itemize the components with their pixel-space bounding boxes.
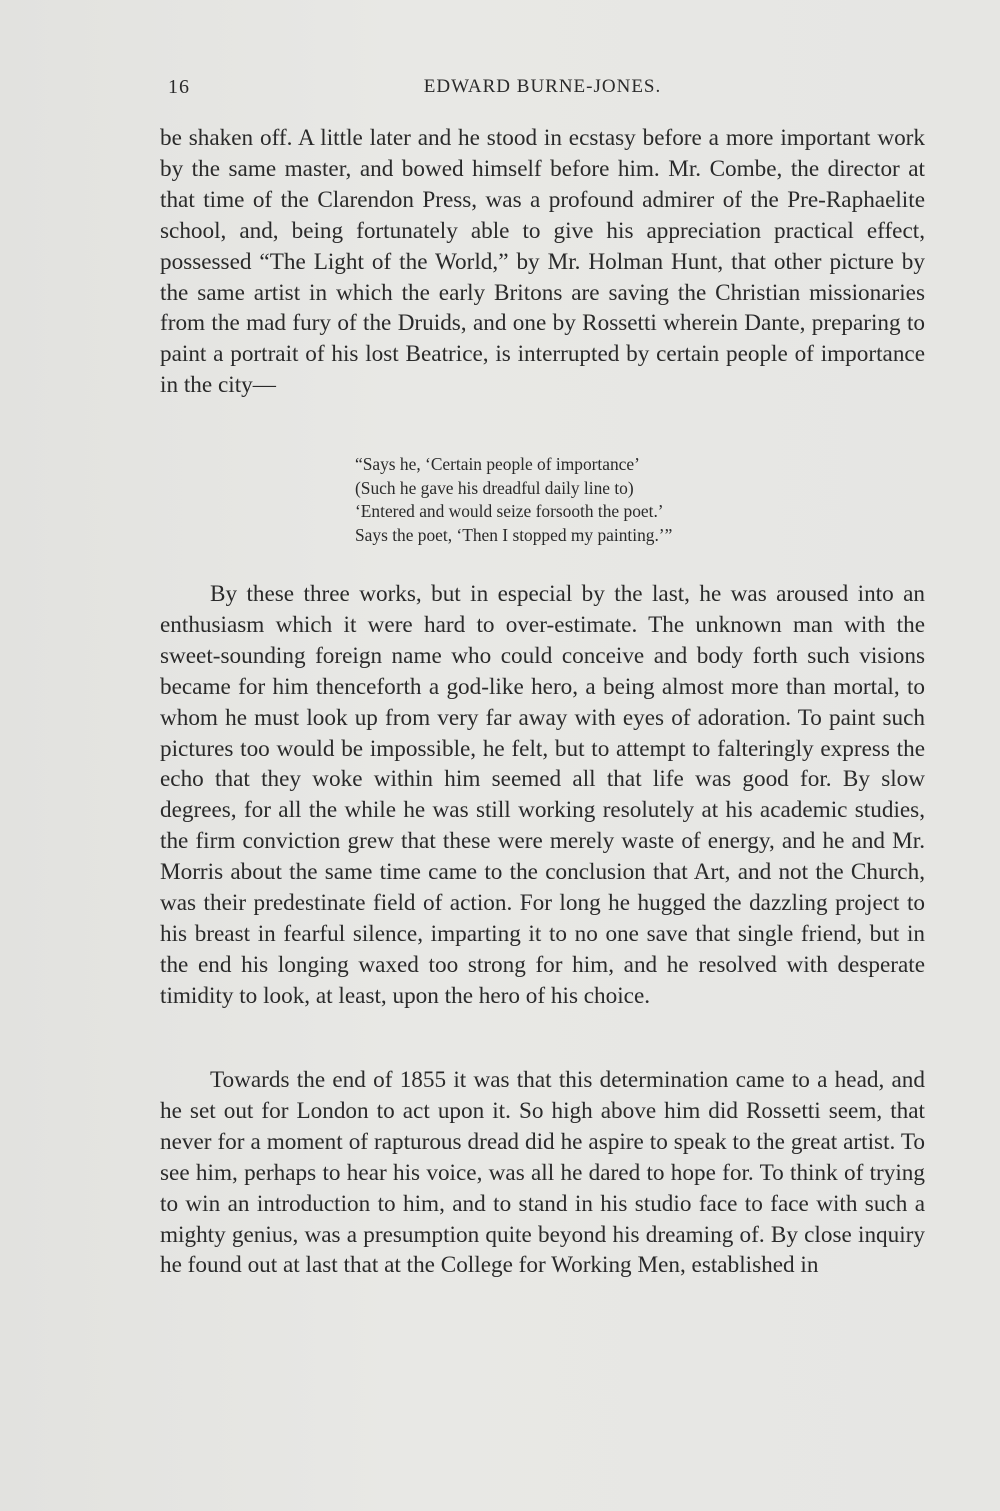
paragraph-text: be shaken off. A little later and he stood in ecstasy before a more important work by the same master, and bowed himself before him. Mr. Combe, the director at that time of the Clarendon Press, was a profound admirer of the Pre-Raphaelite school, and, being fortunately able to give his appreciation practical effect, possessed “The Light of the World,” by Mr. Holman Hunt, that other picture by the same artist in which the early Britons are saving the Christian missionaries from the mad fury of the Druids, and one by Rossetti wherein Dante, preparing to paint a portrait of his lost Beatrice, is interrupted by certain people of importance in the city—: [160, 125, 925, 399]
page-number: 16: [168, 76, 190, 98]
paragraph-text: By these three works, but in especial by the last, he was aroused into an enthusiasm which it were hard to over-estimate. The unknown man with the sweet-sounding foreign name who could conceive and body forth such visions became for him thenceforth a god-like hero, a being almost more than mortal, to whom he must look up from very far away with eyes of adoration. To paint such pictures too would be impossible, he felt, but to attempt to falteringly express the echo that they woke within him seemed all that life was good for. By slow degrees, for all the while he was still working resolutely at his academic studies, the firm conviction grew that these were merely waste of energy, and he and Mr. Morris about the same time came to the conclusion that Art, and not the Church, was their predestinate field of action. For long he hugged the dazzling project to his breast in fearful silence, imparting it to no one save that single friend, but in the end his longing waxed too strong for him, and he resolved with desperate timidity to look, at least, upon the hero of his choice.: [160, 581, 925, 1009]
quote-line-4: Says the poet, ‘Then I stopped my painting.’”: [355, 524, 673, 545]
quote-line-1: “Says he, ‘Certain people of importance’: [355, 454, 640, 474]
paragraph-1: [160, 123, 925, 401]
paragraph-2: [160, 579, 925, 1012]
verse-quotation: [355, 453, 775, 547]
paragraph-3: [160, 1065, 925, 1281]
paragraph-text: Towards the end of 1855 it was that this determination came to a head, and he set out for London to act upon it. So high above him did Rossetti seem, that never for a moment of rapturous dread did he aspire to speak to the great artist. To see him, perhaps to hear his voice, was all he dared to hope for. To think of trying to win an introduction to him, and to stand in his studio face to face with such a mighty genius, was a presumption quite beyond his dreaming of. By close inquiry he found out at last that at the College for Working Men, established in: [160, 1067, 925, 1279]
quote-line-3: ‘Entered and would seize forsooth the poet.’: [355, 501, 664, 522]
quote-line-2: (Such he gave his dreadful daily line to): [355, 477, 634, 498]
page-header: [160, 76, 925, 106]
running-head: EDWARD BURNE-JONES.: [423, 76, 662, 97]
